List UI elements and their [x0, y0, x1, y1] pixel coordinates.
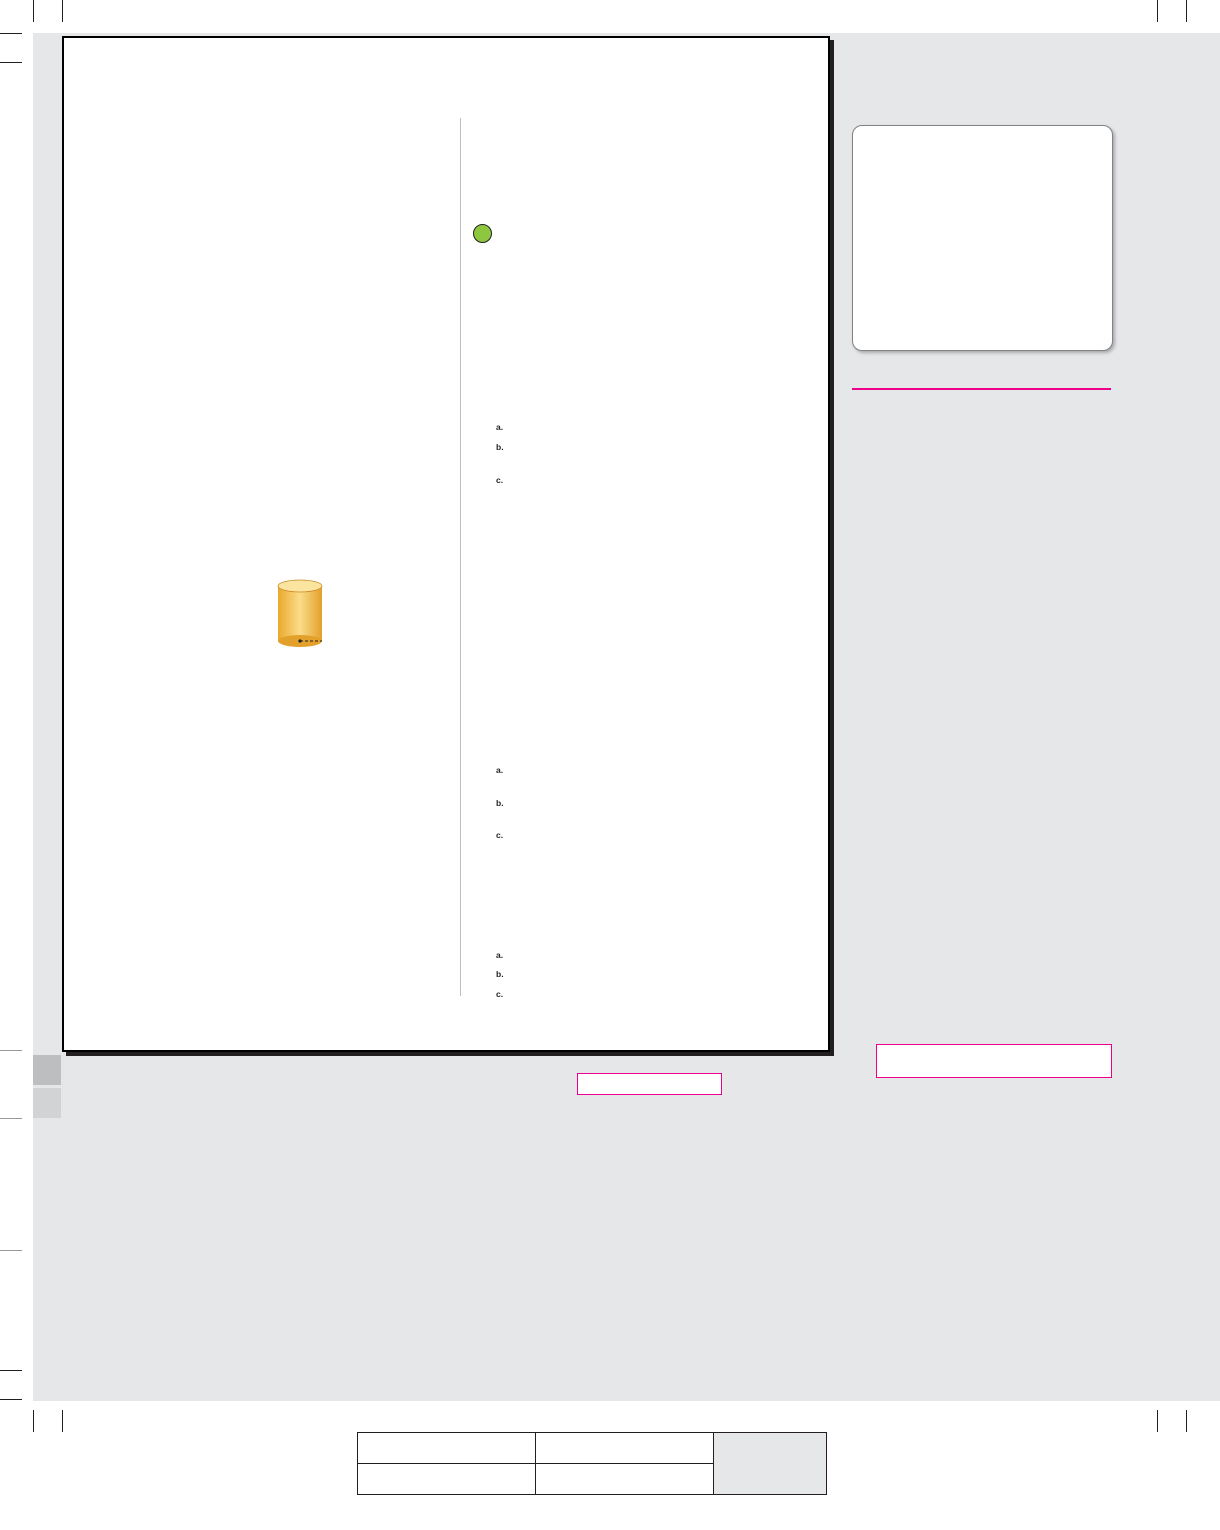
problem-49	[474, 519, 496, 533]
crop-mark	[0, 62, 22, 63]
tab-marker	[33, 1088, 61, 1118]
grade-cell	[536, 1464, 714, 1495]
vendor-cell	[358, 1464, 536, 1495]
problem-48	[474, 346, 770, 347]
column-divider	[460, 118, 461, 996]
crop-mark	[1157, 0, 1158, 22]
problem-46	[474, 116, 770, 117]
problem-48a: a.	[496, 422, 504, 432]
problem-48c: c.	[496, 475, 504, 485]
problem-48b: b.	[496, 442, 504, 452]
center-dot	[298, 639, 301, 642]
problem-47-badge	[473, 224, 492, 243]
crop-mark	[0, 1050, 22, 1051]
program-cell	[358, 1433, 536, 1464]
graph-50a	[568, 1096, 724, 1252]
crop-mark	[0, 1250, 22, 1251]
crop-mark	[62, 1410, 63, 1432]
problem-50a: a.	[496, 950, 504, 960]
problem-49c: c.	[496, 830, 504, 840]
watch-out-text	[873, 168, 1098, 189]
additional-answers-title	[852, 387, 1111, 390]
problem-33	[139, 534, 439, 535]
crop-mark	[0, 1399, 22, 1400]
crop-mark	[0, 33, 22, 34]
problem-49b: b.	[496, 798, 504, 808]
pdf-pass-cell	[714, 1433, 827, 1495]
component-cell	[536, 1433, 714, 1464]
problem-32	[139, 398, 439, 399]
crop-mark	[33, 1410, 34, 1432]
problem-50	[474, 889, 770, 890]
crop-mark	[1157, 1410, 1158, 1432]
crop-mark	[62, 0, 63, 22]
crop-mark	[0, 1118, 22, 1119]
graph-48a	[872, 1078, 1092, 1288]
crop-mark	[0, 1370, 22, 1371]
problem-50b: b.	[496, 969, 504, 979]
graph-48a-equation	[876, 1044, 1112, 1078]
crop-mark	[33, 0, 34, 22]
graph-50a-equation	[577, 1073, 722, 1095]
problem-49a: a.	[496, 765, 504, 775]
crop-mark	[1186, 1410, 1187, 1432]
problem-50c: c.	[496, 989, 504, 999]
cylinder-body	[278, 586, 322, 641]
tab-marker	[33, 1055, 61, 1085]
cylinder-top	[278, 580, 322, 592]
production-info-table	[357, 1432, 827, 1495]
cylinder-diagram	[255, 576, 365, 676]
crop-mark	[1186, 0, 1187, 22]
watch-out-box	[852, 125, 1113, 351]
speed-chart	[532, 544, 752, 754]
